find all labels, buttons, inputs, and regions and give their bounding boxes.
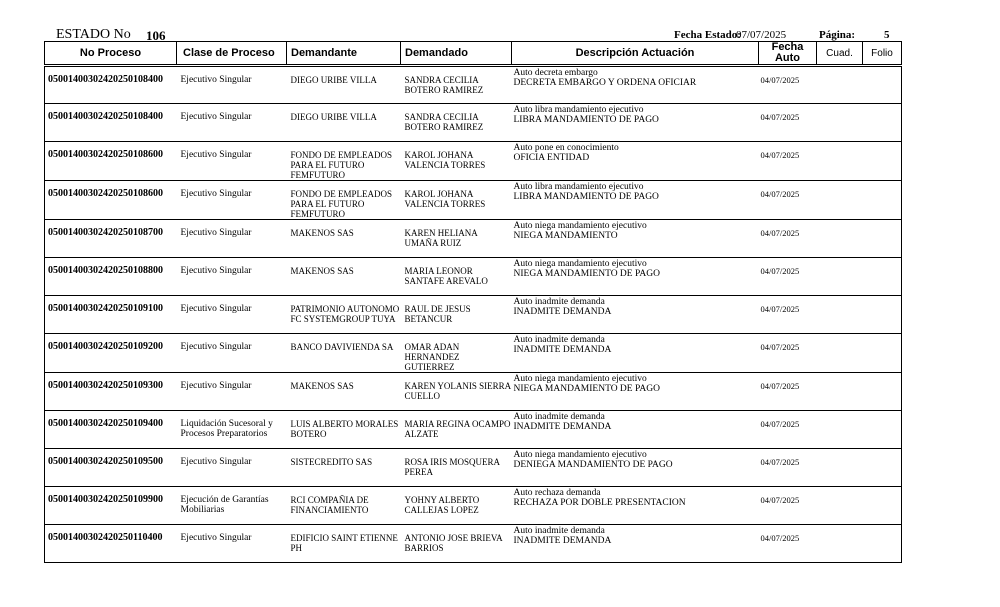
clase-cell [177,525,287,563]
descripcion-title: Auto inadmite demanda [513,526,605,536]
no-proceso-cell [45,220,177,258]
cuad-cell [817,449,863,487]
fecha-auto-cell [759,487,817,525]
demandado-cell [401,181,512,220]
demandado-cell-text: ANTONIO JOSE BRIEVA BARRIOS [404,533,503,553]
demandado-cell-text: YOHNY ALBERTO CALLEJAS LOPEZ [404,495,480,515]
descripcion-title: Auto inadmite demanda [513,335,605,345]
col-header-fecha-line1: Fecha [771,41,804,53]
table-row [45,373,902,411]
demandante-cell [287,66,401,104]
col-header-no-proceso: No Proceso [45,42,177,66]
fecha-auto-cell-text: 04/07/2025 [760,304,800,314]
descripcion-detail: NIEGA MANDAMIENTO DE PAGO [513,269,660,279]
demandante-cell-text: EDIFICIO SAINT ETIENNE PH [290,533,398,553]
demandado-cell-text: SANDRA CECILIA BOTERO RAMIREZ [404,75,484,95]
folio-cell-text [863,258,902,266]
no-proceso-cell [45,142,177,181]
demandante-cell [287,525,401,563]
descripcion-detail: NIEGA MANDAMIENTO [513,231,618,241]
cuad-cell [817,181,863,220]
demandante-cell [287,258,401,296]
demandante-cell [287,181,401,220]
folio-cell [863,373,902,411]
demandado-cell [401,487,512,525]
fecha-estado-label: Fecha Estado: [674,29,741,41]
fecha-auto-cell-text: 04/07/2025 [760,342,800,352]
demandado-cell-text: OMAR ADAN HERNANDEZ GUTIERREZ [404,342,460,372]
demandado-cell [401,411,512,449]
demandante-cell-text: MAKENOS SAS [290,381,354,391]
demandante-cell-text: LUIS ALBERTO MORALES BOTERO [290,419,399,439]
table-header-row [45,42,902,66]
fecha-auto-cell-text: 04/07/2025 [760,75,800,85]
descripcion-title: Auto libra mandamiento ejecutivo [513,105,644,115]
demandante-cell-text: BANCO DAVIVIENDA SA [290,342,394,352]
demandado-cell-text: MARIA REGINA OCAMPO ALZATE [404,419,511,439]
folio-cell-text [863,334,902,342]
descripcion-cell [512,104,759,142]
folio-cell [863,525,902,563]
demandante-cell [287,449,401,487]
no-proceso-cell [45,525,177,563]
cuad-cell-text [817,67,863,75]
descripcion-cell [512,181,759,220]
fecha-auto-cell [759,334,817,373]
fecha-auto-cell [759,525,817,563]
descripcion-title: Auto inadmite demanda [513,297,605,307]
folio-cell [863,334,902,373]
folio-cell [863,181,902,220]
no-proceso-cell-text: 05001400302420250108600 [48,188,163,199]
folio-cell [863,487,902,525]
clase-cell [177,220,287,258]
col-header-fecha-auto [759,42,817,66]
descripcion-cell [512,449,759,487]
descripcion-title: Auto inadmite demanda [513,412,605,422]
estado-number: 106 [146,28,166,43]
demandado-cell-text: KAROL JOHANA VALENCIA TORRES [404,150,486,170]
cuad-cell [817,487,863,525]
demandado-cell [401,220,512,258]
cuad-cell [817,334,863,373]
no-proceso-cell-text: 05001400302420250108800 [48,265,163,276]
no-proceso-cell [45,449,177,487]
demandante-cell-text: DIEGO URIBE VILLA [290,75,377,85]
clase-cell-text: Ejecución de Garantías Mobiliarias [180,495,269,515]
clase-cell-text: Ejecutivo Singular [180,75,252,85]
pagina-label: Página: [819,29,856,41]
demandante-cell-text: DIEGO URIBE VILLA [290,112,377,122]
clase-cell-text: Ejecutivo Singular [180,112,252,122]
descripcion-title: Auto niega mandamiento ejecutivo [513,221,647,231]
descripcion-title: Auto niega mandamiento ejecutivo [513,374,647,384]
clase-cell-text: Ejecutivo Singular [180,228,252,238]
fecha-auto-cell-text: 04/07/2025 [760,150,800,160]
cuad-cell [817,142,863,181]
folio-cell-text [863,220,902,228]
table-body [45,66,902,563]
demandado-cell [401,296,512,334]
demandado-cell [401,373,512,411]
folio-cell-text [863,296,902,304]
fecha-auto-cell-text: 04/07/2025 [760,381,800,391]
demandante-cell-text: RCI COMPAÑIA DE FINANCIAMIENTO [290,495,369,515]
col-header-fecha-line2: Auto [774,52,801,64]
no-proceso-cell-text: 05001400302420250109200 [48,341,163,352]
fecha-auto-cell-text: 04/07/2025 [760,266,800,276]
clase-cell [177,411,287,449]
no-proceso-cell [45,411,177,449]
table-row [45,334,902,373]
fecha-auto-cell [759,181,817,220]
clase-cell-text: Ejecutivo Singular [180,150,252,160]
pagina-value: 5 [884,29,890,41]
fecha-auto-cell-text: 04/07/2025 [760,112,800,122]
clase-cell-text: Ejecutivo Singular [180,266,252,276]
fecha-estado-value: 07/07/2025 [736,29,787,41]
fecha-auto-cell-text: 04/07/2025 [760,457,800,467]
no-proceso-cell-text: 05001400302420250108700 [48,227,163,238]
fecha-auto-cell-text: 04/07/2025 [760,495,800,505]
demandado-cell [401,449,512,487]
no-proceso-cell [45,181,177,220]
clase-cell-text: Ejecutivo Singular [180,457,252,467]
col-header-clase: Clase de Proceso [177,42,287,66]
demandado-cell-text: KAREN YOLANIS SIERRA CUELLO [404,381,511,401]
demandante-cell-text: MAKENOS SAS [290,228,354,238]
demandante-cell [287,104,401,142]
descripcion-cell [512,220,759,258]
no-proceso-cell-text: 05001400302420250108600 [48,149,163,160]
demandante-cell [287,142,401,181]
clase-cell [177,487,287,525]
descripcion-detail: LIBRA MANDAMIENTO DE PAGO [513,115,659,125]
clase-cell [177,373,287,411]
fecha-auto-cell [759,258,817,296]
cuad-cell [817,104,863,142]
table-row [45,104,902,142]
folio-cell-text [863,67,902,75]
folio-cell-text [863,142,902,150]
descripcion-detail: DENIEGA MANDAMIENTO DE PAGO [513,460,673,470]
fecha-auto-cell [759,142,817,181]
table-row [45,296,902,334]
cuad-cell [817,296,863,334]
cuad-cell-text [817,220,863,228]
clase-cell [177,66,287,104]
descripcion-detail: INADMITE DEMANDA [513,422,612,432]
folio-cell [863,220,902,258]
descripcion-detail: RECHAZA POR DOBLE PRESENTACION [513,498,686,508]
descripcion-cell [512,258,759,296]
demandado-cell-text: KAREN HELIANA UMAÑA RUIZ [404,228,478,248]
descripcion-title: Auto decreta embargo [513,68,598,78]
no-proceso-cell [45,296,177,334]
clase-cell [177,181,287,220]
demandante-cell [287,373,401,411]
folio-cell [863,411,902,449]
descripcion-title: Auto niega mandamiento ejecutivo [513,450,647,460]
col-header-demandante: Demandante [287,42,401,66]
demandante-cell [287,220,401,258]
estados-table [44,41,902,563]
table-row [45,258,902,296]
no-proceso-cell [45,334,177,373]
table-row [45,66,902,104]
cuad-cell-text [817,373,863,381]
folio-cell-text [863,373,902,381]
demandado-cell [401,258,512,296]
folio-cell-text [863,449,902,457]
col-header-descripcion: Descripción Actuación [512,42,759,66]
descripcion-title: Auto pone en conocimiento [513,143,619,153]
descripcion-detail: INADMITE DEMANDA [513,345,612,355]
descripcion-cell [512,334,759,373]
clase-cell [177,258,287,296]
cuad-cell [817,373,863,411]
fecha-auto-cell-text: 04/07/2025 [760,228,800,238]
folio-cell [863,258,902,296]
demandado-cell-text: KAROL JOHANA VALENCIA TORRES [404,189,486,209]
clase-cell [177,334,287,373]
col-header-folio: Folio [863,42,902,66]
demandado-cell-text: RAUL DE JESUS BETANCUR [404,304,471,324]
folio-cell [863,296,902,334]
no-proceso-cell [45,373,177,411]
descripcion-cell [512,66,759,104]
descripcion-cell [512,487,759,525]
fecha-auto-cell-text: 04/07/2025 [760,189,800,199]
demandante-cell [287,411,401,449]
demandado-cell-text: SANDRA CECILIA BOTERO RAMIREZ [404,112,484,132]
no-proceso-cell-text: 05001400302420250109300 [48,380,163,391]
clase-cell-text: Ejecutivo Singular [180,189,252,199]
folio-cell-text [863,487,902,495]
folio-cell [863,449,902,487]
demandante-cell-text: FONDO DE EMPLEADOS PARA EL FUTURO FEMFUTURO [290,189,393,219]
table-row [45,449,902,487]
demandante-cell-text: SISTECREDITO SAS [290,457,373,467]
folio-cell-text [863,411,902,419]
descripcion-cell [512,373,759,411]
no-proceso-cell-text: 05001400302420250110400 [48,532,163,543]
clase-cell-text: Ejecutivo Singular [180,381,252,391]
demandante-cell-text: MAKENOS SAS [290,266,354,276]
cuad-cell-text [817,142,863,150]
table-row [45,142,902,181]
clase-cell-text: Ejecutivo Singular [180,342,252,352]
descripcion-cell [512,411,759,449]
no-proceso-cell-text: 05001400302420250109500 [48,456,163,467]
cuad-cell [817,411,863,449]
descripcion-detail: DECRETA EMBARGO Y ORDENA OFICIAR [513,78,697,88]
col-header-cuad: Cuad. [817,42,863,66]
cuad-cell [817,258,863,296]
cuad-cell-text [817,181,863,189]
demandante-cell-text: FONDO DE EMPLEADOS PARA EL FUTURO FEMFUTURO [290,150,393,180]
no-proceso-cell-text: 05001400302420250108400 [48,111,163,122]
cuad-cell-text [817,525,863,533]
table-row [45,487,902,525]
descripcion-title: Auto niega mandamiento ejecutivo [513,259,647,269]
clase-cell-text: Ejecutivo Singular [180,304,252,314]
folio-cell [863,104,902,142]
fecha-auto-cell [759,449,817,487]
cuad-cell [817,220,863,258]
descripcion-cell [512,525,759,563]
demandante-cell [287,334,401,373]
descripcion-title: Auto libra mandamiento ejecutivo [513,182,644,192]
folio-cell-text [863,104,902,112]
cuad-cell-text [817,487,863,495]
cuad-cell-text [817,449,863,457]
clase-cell [177,142,287,181]
descripcion-cell [512,142,759,181]
cuad-cell [817,66,863,104]
fecha-auto-cell [759,296,817,334]
descripcion-detail: OFICIA ENTIDAD [513,153,590,163]
clase-cell [177,104,287,142]
no-proceso-cell-text: 05001400302420250109400 [48,418,163,429]
fecha-auto-cell-text: 04/07/2025 [760,419,800,429]
cuad-cell-text [817,258,863,266]
fecha-auto-cell-text: 04/07/2025 [760,533,800,543]
clase-cell-text: Liquidación Sucesoral y Procesos Preparatorios [180,419,273,439]
fecha-auto-cell [759,66,817,104]
demandado-cell [401,525,512,563]
cuad-cell-text [817,411,863,419]
descripcion-cell [512,296,759,334]
col-header-demandado: Demandado [401,42,512,66]
demandado-cell-text: ROSA IRIS MOSQUERA PEREA [404,457,500,477]
folio-cell [863,142,902,181]
demandante-cell-text: PATRIMONIO AUTONOMO FC SYSTEMGROUP TUYA [290,304,400,324]
clase-cell-text: Ejecutivo Singular [180,533,252,543]
no-proceso-cell-text: 05001400302420250109100 [48,303,163,314]
folio-cell [863,66,902,104]
clase-cell [177,296,287,334]
demandado-cell [401,142,512,181]
no-proceso-cell-text: 05001400302420250109900 [48,494,163,505]
fecha-auto-cell [759,104,817,142]
fecha-auto-cell [759,220,817,258]
no-proceso-cell-text: 05001400302420250108400 [48,74,163,85]
cuad-cell-text [817,296,863,304]
folio-cell-text [863,525,902,533]
table-row [45,181,902,220]
demandado-cell-text: MARIA LEONOR SANTAFE AREVALO [404,266,488,286]
no-proceso-cell [45,66,177,104]
table-row [45,220,902,258]
no-proceso-cell [45,258,177,296]
estado-label: ESTADO No [56,27,131,42]
descripcion-detail: INADMITE DEMANDA [513,536,612,546]
cuad-cell-text [817,104,863,112]
no-proceso-cell [45,487,177,525]
demandante-cell [287,296,401,334]
no-proceso-cell [45,104,177,142]
table-row [45,525,902,563]
folio-cell-text [863,181,902,189]
demandado-cell [401,334,512,373]
descripcion-detail: INADMITE DEMANDA [513,307,612,317]
descripcion-detail: NIEGA MANDAMIENTO DE PAGO [513,384,660,394]
cuad-cell [817,525,863,563]
cuad-cell-text [817,334,863,342]
descripcion-title: Auto rechaza demanda [513,488,601,498]
demandado-cell [401,66,512,104]
fecha-auto-cell [759,411,817,449]
demandado-cell [401,104,512,142]
demandante-cell [287,487,401,525]
clase-cell [177,449,287,487]
fecha-auto-cell [759,373,817,411]
table-row [45,411,902,449]
descripcion-detail: LIBRA MANDAMIENTO DE PAGO [513,192,659,202]
